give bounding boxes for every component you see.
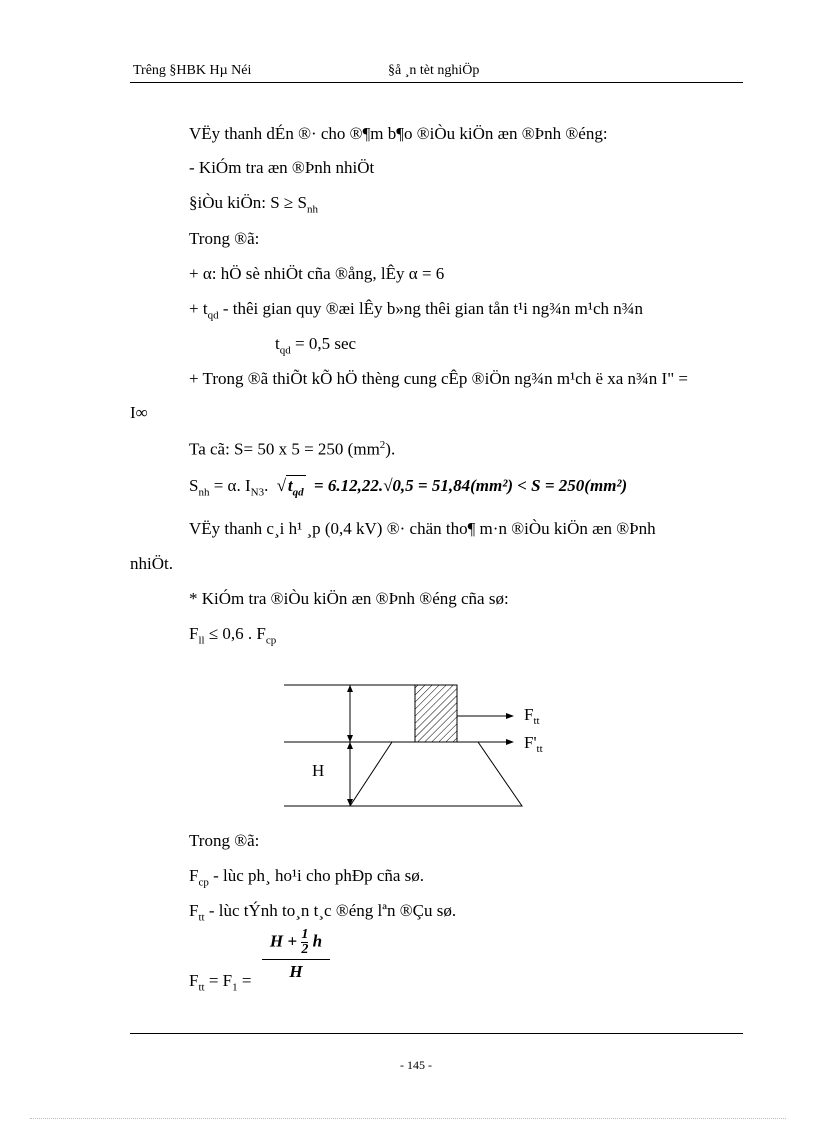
insulator-diagram bbox=[270, 670, 570, 820]
footer-rule bbox=[130, 1033, 743, 1034]
text-line-13: nhiÖt. bbox=[130, 554, 173, 573]
header-rule bbox=[130, 82, 743, 83]
text-line-6: + $t_{qd}$ - thêi gian quy ®æi lÊy b»ng thêi gian tån t¹i ng¾n m¹ch n¾n bbox=[189, 299, 644, 322]
header-left: Trêng §HBK Hµ Néi bbox=[133, 63, 252, 78]
fraction-formula bbox=[262, 928, 330, 982]
text-line-16: Trong ®ã: bbox=[189, 831, 260, 850]
text-line-5: + α: hÖ sè nhiÖt cña ®ång, lÊy α = 6 bbox=[189, 264, 445, 283]
text-line-18: $F_{tt}$ - lùc tÝnh to¸n t¸c ®éng lªn ®Çu sø. bbox=[189, 901, 457, 924]
page-number: - 145 - bbox=[400, 1058, 432, 1072]
dimension-arrow-top bbox=[347, 685, 353, 692]
force-ftt-arrowhead bbox=[506, 713, 514, 719]
formula-result: = 6.12,22.√0,5 = 51,84(mm²) < S = 250(mm²) bbox=[313, 476, 628, 495]
text-line-4: Trong ®ã: bbox=[189, 229, 260, 248]
label-H: H bbox=[312, 761, 325, 780]
dimension-arrow-mid-up bbox=[347, 735, 353, 742]
text-line-8: + Trong ®ã thiÕt kÕ hÖ thèng cung cÊp ®iÖn ng¾n m¹ch ë xa n¾n I" = bbox=[189, 369, 688, 388]
text-line-1: VËy thanh dÉn ®· cho ®¶m b¶o ®iÒu kiÖn æn ®Þnh ®éng: bbox=[189, 124, 608, 143]
text-line-11: $S_{nh} = \alpha$. $I_{N3}$. √ $t_{qd} = 6.12,22.√0,5 = 51,84(mm^2) < S = 250(mm^2)$ bbox=[189, 476, 628, 499]
fraction-denominator: H bbox=[289, 962, 303, 981]
header-right: §å ¸n tèt nghiÖp bbox=[388, 63, 480, 78]
busbar-hatched bbox=[415, 685, 457, 742]
text-line-3: §iÒu kiÖn: $S \ge S_{nh}$ bbox=[189, 193, 318, 216]
force-fptt-arrowhead bbox=[506, 739, 514, 745]
page-bottom-dotted-border bbox=[30, 1118, 786, 1119]
fraction-numerator: H + $\frac{1}{2}$ h bbox=[269, 927, 323, 957]
text-line-15: $F_{ll} \le 0,6$ . $F_{cp}$ bbox=[189, 624, 277, 647]
sqrt-term: √ $t_{qd}$ bbox=[276, 476, 304, 499]
label-Fptt: $F'_{tt}$ bbox=[524, 733, 543, 755]
text-line-9: I∞ bbox=[130, 403, 148, 422]
insulator-trapezoid bbox=[350, 742, 522, 806]
label-Ftt: $F_{tt}$ bbox=[524, 705, 540, 727]
text-line-19: $F_{tt} = F_1$ = bbox=[189, 971, 252, 994]
text-line-14: * KiÓm tra ®iÒu kiÖn æn ®Þnh ®éng cña sø: bbox=[189, 589, 509, 608]
text-line-12: VËy thanh c¸i h¹ ¸p (0,4 kV) ®· chän tho¶ m·n ®iÒu kiÖn æn ®Þnh bbox=[189, 519, 656, 538]
text-line-2: - KiÓm tra æn ®Þnh nhiÖt bbox=[189, 158, 375, 177]
text-line-7: $t_{qd} = 0,5$ sec bbox=[275, 334, 357, 357]
text-line-10: Ta cã: S= 50 x 5 = 250 $(mm^2)$. bbox=[189, 439, 396, 459]
dimension-arrow-mid-down bbox=[347, 742, 353, 749]
half-fraction: $\frac{1}{2}$ bbox=[301, 927, 309, 957]
text-line-17: $F_{cp}$ - lùc ph¸ ho¹i cho phÐp cña sø. bbox=[189, 866, 425, 889]
